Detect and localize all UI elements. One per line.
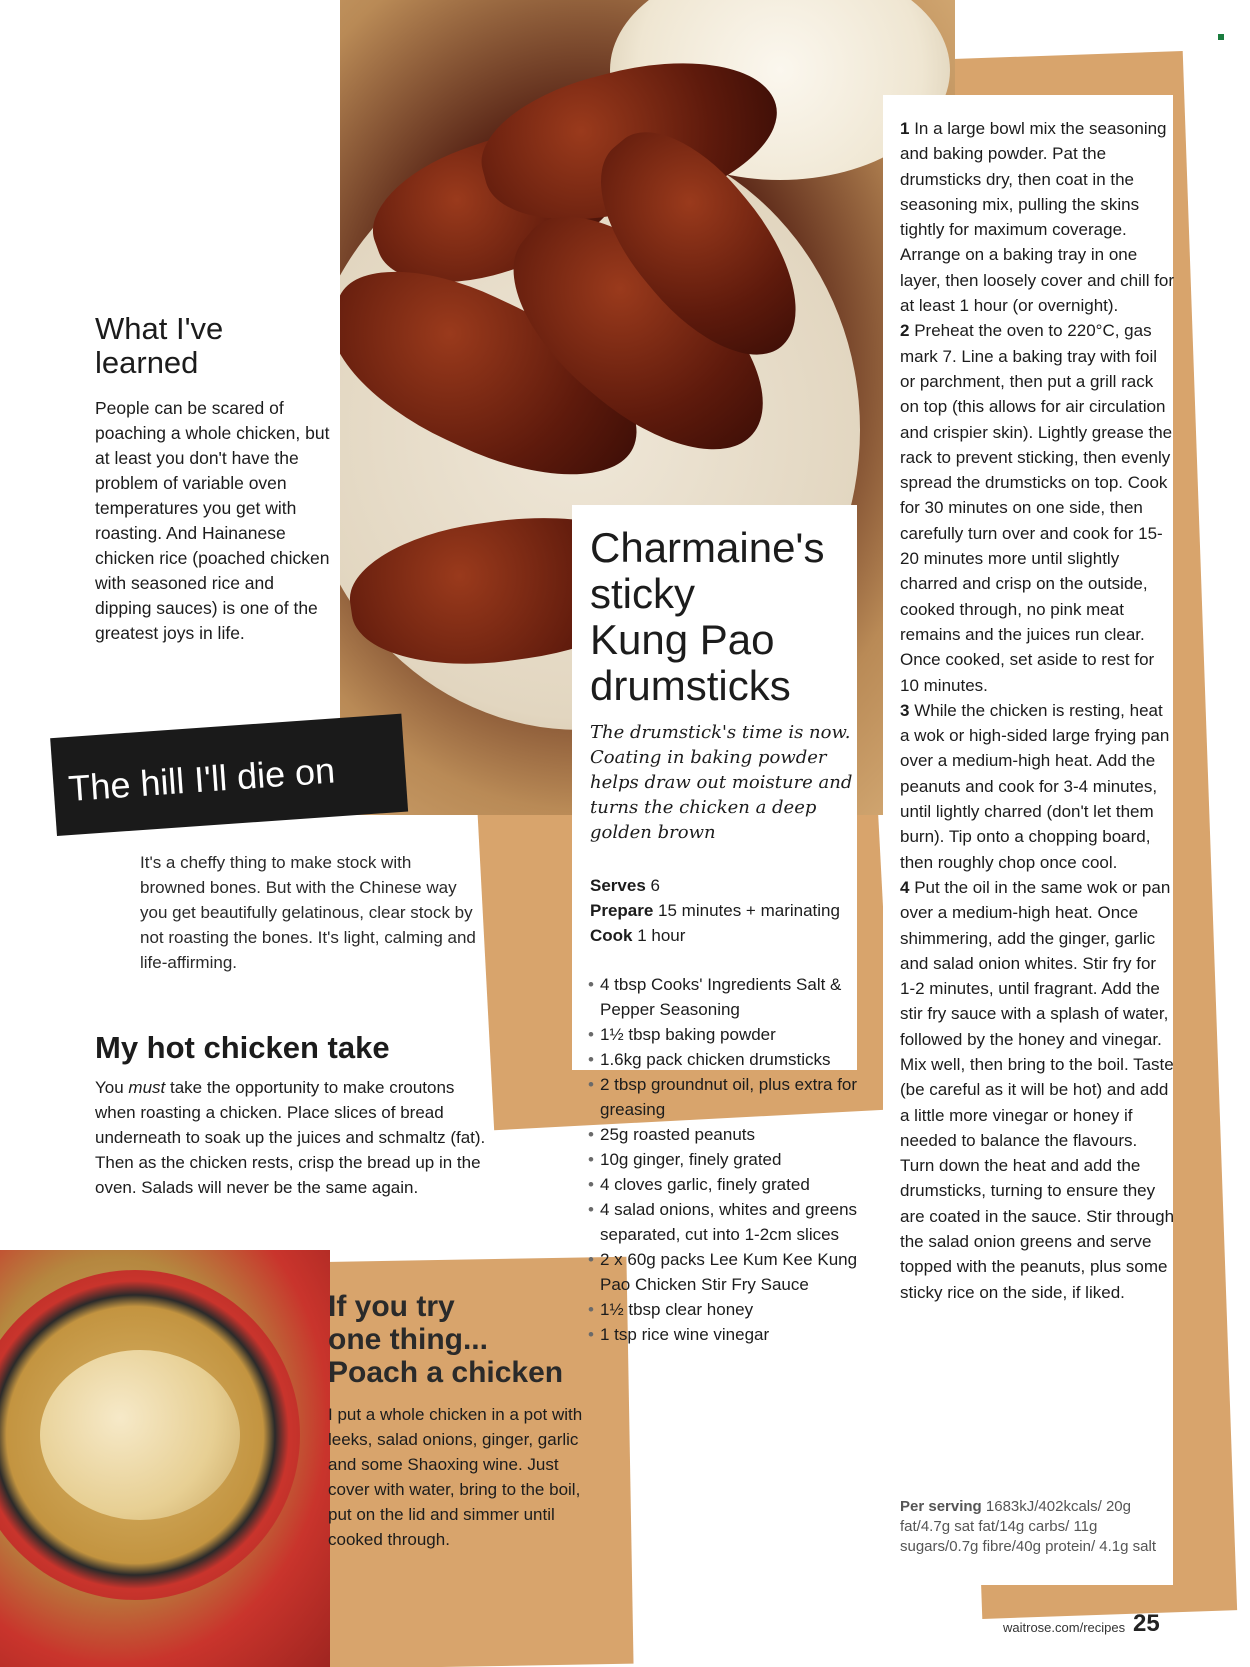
page-number: 25	[1133, 1610, 1160, 1637]
ingredient-item: • 4 salad onions, whites and greens separated, cut into 1-2cm slices	[588, 1197, 873, 1247]
recipe-title-line1: Charmaine's	[590, 524, 825, 571]
step-number: 1	[900, 119, 910, 138]
hot-take-body	[95, 1075, 495, 1200]
ingredient-item: • 4 cloves garlic, finely grated	[588, 1172, 873, 1197]
method-step	[900, 875, 1175, 1305]
learned-heading-line2: learned	[95, 345, 199, 380]
ingredient-item: • 2 x 60g packs Lee Kum Kee Kung Pao Chicken Stir Fry Sauce	[588, 1247, 873, 1297]
learned-heading-line1: What I've	[95, 311, 224, 346]
ingredient-item: • 1½ tbsp clear honey	[588, 1297, 873, 1322]
hot-take-emphasis: must	[128, 1078, 166, 1097]
serves-label: Serves	[590, 876, 646, 895]
method-step	[900, 698, 1175, 875]
ingredient-item: • 2 tbsp groundnut oil, plus extra for greasing	[588, 1072, 873, 1122]
try-one-heading-line2: one thing...	[328, 1323, 488, 1356]
method-step	[900, 318, 1175, 697]
method-step	[900, 116, 1175, 318]
ingredients-list	[588, 972, 873, 1347]
prepare-value: 15 minutes + marinating	[653, 901, 840, 920]
hill-banner-text: The hill I'll die on	[67, 749, 337, 810]
serves-value: 6	[645, 876, 660, 895]
recipe-title	[590, 525, 860, 709]
try-one-heading-line1: If you try	[328, 1290, 455, 1323]
recipe-title-line3: Kung Pao	[590, 616, 775, 663]
prepare-row	[590, 898, 860, 923]
corner-mark-icon	[1218, 34, 1224, 40]
poached-chicken-pot-photo	[0, 1250, 330, 1667]
try-one-heading-line3: Poach a chicken	[328, 1356, 564, 1389]
step-text: In a large bowl mix the seasoning and baking powder. Pat the drumsticks dry, then coat in the seasoning mix, pulling the skins tightly for maximum coverage. Arrange on a baking tray in one layer, then loosely cover and chill for at least 1 hour (or overnight).	[900, 119, 1175, 316]
try-one-heading	[328, 1290, 568, 1389]
method-steps	[900, 116, 1175, 1305]
nutrition-value: 1683kJ/402kcals/ 20g fat/4.7g sat fat/14g carbs/ 11g sugars/0.7g fibre/40g protein/ 4.1g salt	[900, 1498, 1156, 1555]
recipe-meta	[590, 873, 860, 948]
ingredient-item: • 4 tbsp Cooks' Ingredients Salt & Pepper Seasoning	[588, 972, 873, 1022]
footer-url: waitrose.com/recipes	[1003, 1620, 1126, 1635]
ingredient-item: • 25g roasted peanuts	[588, 1122, 873, 1147]
hot-take-body-prefix: You	[95, 1078, 129, 1097]
ingredient-item: • 1½ tbsp baking powder	[588, 1022, 873, 1047]
step-text: Put the oil in the same wok or pan over a medium-high heat. Once shimmering, add the ginger, garlic and salad onion whites. Stir fry for 1-2 minutes, until fragrant. Add the stir fry sauce with a splash of water, followed by the honey and vinegar. Mix well, then bring to the boil. Taste (be careful as it will be hot) and add a little more vinegar or honey if needed to balance the flavours. Turn down the heat and add the drumsticks, turning to ensure they are coated in the sauce. Stir through the salad onion greens and serve topped with the peanuts, plus some sticky rice on the side, if liked.	[900, 877, 1175, 1302]
ingredient-item: • 1.6kg pack chicken drumsticks	[588, 1047, 873, 1072]
step-text: Preheat the oven to 220°C, gas mark 7. Line a baking tray with foil or parchment, then put a grill rack on top (this allows for air circulation and crispier skin). Lightly grease the rack to prevent sticking, then evenly spread the drumsticks on top. Cook for 30 minutes on one side, then carefully turn over and cook for 15-20 minutes more until slightly charred and crisp on the outside, cooked through, no pink meat remains and the juices run clear. Once cooked, set aside to rest for 10 minutes.	[900, 321, 1173, 695]
recipe-title-line4: drumsticks	[590, 662, 791, 709]
recipe-intro: The drumstick's time is now. Coating in baking powder helps draw out moisture and turns the chicken a deep golden brown	[590, 722, 853, 843]
learned-heading	[95, 312, 335, 380]
cook-value: 1 hour	[632, 926, 686, 945]
step-number: 3	[900, 700, 910, 720]
recipe-title-line2: sticky	[590, 570, 695, 617]
ingredient-item: • 10g ginger, finely grated	[588, 1147, 873, 1172]
serves-row	[590, 873, 860, 898]
learned-body: People can be scared of poaching a whole chicken, but at least you don't have the problem of variable oven temperatures you get with roasting. And Hainanese chicken rice (poached chicken with seasoned rice and dipping sauces) is one of the greatest joys in life.	[95, 398, 330, 643]
cook-row	[590, 923, 860, 948]
prepare-label: Prepare	[590, 901, 654, 920]
nutrition-label: Per serving	[900, 1498, 982, 1515]
cook-label: Cook	[590, 926, 633, 945]
hot-take-body-rest: take the opportunity to make croutons when roasting a chicken. Place slices of bread underneath to soak up the juices and schmaltz (fat). Then as the chicken rests, crisp the bread up in the oven. Salads will never be the same again.	[95, 1078, 486, 1197]
whole-chicken	[40, 1350, 240, 1520]
ingredient-item: • 1 tsp rice wine vinegar	[588, 1322, 873, 1347]
hill-body: It's a cheffy thing to make stock with browned bones. But with the Chinese way you get beautifully gelatinous, clear stock by not roasting the bones. It's light, calming and life-affirming.	[140, 853, 476, 972]
step-number: 2	[900, 321, 910, 341]
hot-take-heading: My hot chicken take	[95, 1030, 390, 1065]
step-number: 4	[900, 877, 910, 897]
try-one-body: I put a whole chicken in a pot with leeks, salad onions, ginger, garlic and some Shaoxing wine. Just cover with water, bring to the boil, put on the lid and simmer until cooked through.	[328, 1405, 583, 1549]
step-text: While the chicken is resting, heat a wok or high-sided large frying pan over a medium-high heat. Add the peanuts and cook for 3-4 minutes, until lightly charred (don't let them burn). Tip onto a chopping board, then roughly chop once cool.	[900, 700, 1170, 872]
nutrition-info	[900, 1497, 1160, 1557]
